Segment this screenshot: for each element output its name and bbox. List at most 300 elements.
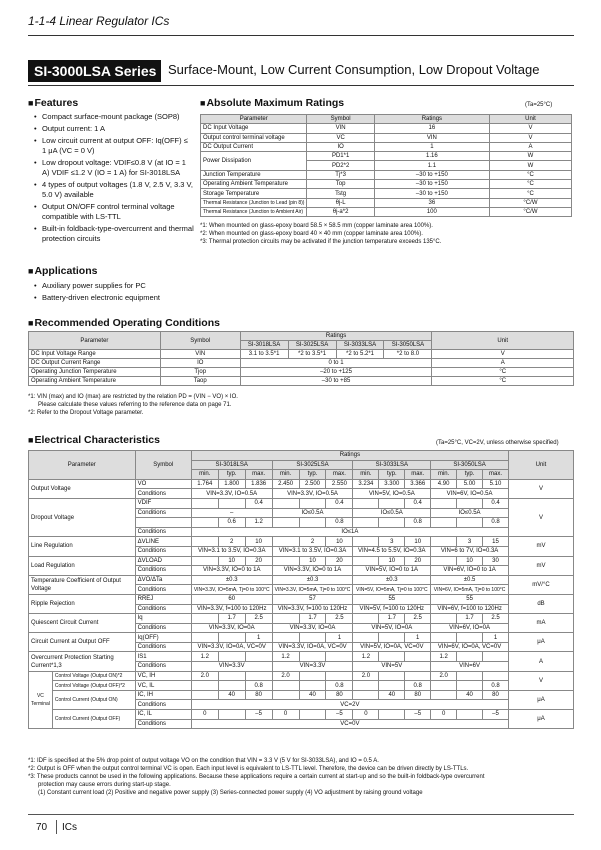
ec-value bbox=[405, 671, 431, 681]
ec-value bbox=[191, 633, 218, 643]
header-rule bbox=[28, 35, 574, 36]
ec-value bbox=[272, 556, 299, 566]
roc-table bbox=[28, 331, 574, 386]
ec-value bbox=[379, 518, 405, 528]
ec-value: 20 bbox=[245, 556, 272, 566]
ec-note: *2: Output is OFF when the output control terminal VC is open. Each input level is equivalent to LS-TTL level. Therefore, the device can be driven directly by LS-TTLs. bbox=[28, 766, 469, 772]
amr-cell: Output control terminal voltage bbox=[201, 133, 307, 142]
ec-sub-min: min. bbox=[272, 470, 299, 480]
ec-value: VIN=3.3V, IO=5mA, Tj=0 to 100°C bbox=[191, 585, 272, 595]
amr-row bbox=[201, 142, 572, 151]
ec-value bbox=[272, 681, 299, 691]
ec-heading: ■ Electrical Characteristics bbox=[28, 434, 160, 446]
ec-unit: mV/°C bbox=[508, 575, 573, 594]
feature-item: • Built-in foldback-type-overcurrent and thermal protection circuits bbox=[34, 224, 194, 244]
ec-param: Ripple Rejection bbox=[29, 594, 136, 613]
ec-value: VIN=6V, IO=0 to 1A bbox=[431, 566, 509, 576]
application-item: • Battery-driven electronic equipment bbox=[34, 293, 234, 303]
ec-row bbox=[29, 652, 574, 662]
ec-value: VIN=3.3V, IO=0 to 1A bbox=[191, 566, 272, 576]
ec-param: Quiescent Circuit Current bbox=[29, 614, 136, 633]
ec-device: SI-3025LSA bbox=[272, 460, 353, 470]
amr-cell: DC Output Current bbox=[201, 142, 307, 151]
ec-table bbox=[28, 450, 574, 729]
amr-cell: °C bbox=[489, 170, 571, 179]
ec-value: VIN=6V, IO=0.5A bbox=[431, 489, 509, 499]
ec-value bbox=[431, 681, 457, 691]
amr-cell: W bbox=[489, 161, 571, 170]
ec-value: IO≤0.5A bbox=[353, 508, 431, 518]
ec-value bbox=[299, 652, 326, 662]
roc-param: Operating Junction Temperature bbox=[29, 368, 161, 377]
feature-item: • Low dropout voltage: VDIF≤0.8 V (at IO = 1 A) VDIF ≤1.2 V (IO = 1 A) for SI-3018LSA bbox=[34, 158, 194, 178]
ec-param: Dropout Voltage bbox=[29, 498, 136, 536]
ec-unit: dB bbox=[508, 594, 573, 613]
roc-note: *1: VIN (max) and IO (max) are restricted by the relation PD = (VIN − VO) × IO. bbox=[28, 394, 238, 400]
ec-value bbox=[191, 518, 218, 528]
ec-value: 2.5 bbox=[326, 614, 353, 624]
ec-symbol: VO bbox=[135, 479, 191, 489]
ec-subparam: Control Current (Output ON) bbox=[52, 690, 135, 709]
amr-col-header: Ratings bbox=[374, 115, 489, 124]
ec-subparam: Control Voltage (Output OFF)*2 bbox=[52, 681, 135, 691]
ec-value bbox=[353, 633, 379, 643]
amr-cell: VIN bbox=[374, 133, 489, 142]
ec-value: 10 bbox=[299, 556, 326, 566]
ec-value: VIN=3.3V, IO=0 to 1A bbox=[272, 566, 353, 576]
amr-note: *2: When mounted on glass-epoxy board 40 × 40 mm (copper laminate area 100%). bbox=[200, 231, 423, 237]
roc-col-ratings: Ratings bbox=[240, 332, 432, 341]
amr-cell: –30 to +150 bbox=[374, 180, 489, 189]
amr-cell: Storage Temperature bbox=[201, 189, 307, 198]
amr-col-header: Symbol bbox=[307, 115, 374, 124]
ec-value: 5.00 bbox=[457, 479, 483, 489]
ec-sub-typ: typ. bbox=[379, 470, 405, 480]
ec-symbol: Conditions bbox=[135, 662, 191, 672]
amr-cell: θj-L bbox=[307, 198, 374, 207]
roc-symbol: IO bbox=[160, 359, 240, 368]
ec-col-parameter: Parameter bbox=[29, 451, 136, 480]
roc-value: *2 to 3.5*1 bbox=[288, 350, 336, 359]
ec-value: 20 bbox=[326, 556, 353, 566]
ec-value: IO≤1A bbox=[191, 527, 508, 537]
ec-value bbox=[379, 498, 405, 508]
ec-param: VC Terminal bbox=[29, 671, 53, 729]
ec-row bbox=[29, 537, 574, 547]
ec-param: Overcurrent Protection Starting Current*1,3 bbox=[29, 652, 136, 671]
ec-value: 0.4 bbox=[405, 498, 431, 508]
roc-device: SI-3050LSA bbox=[384, 341, 432, 350]
ec-value bbox=[245, 671, 272, 681]
amr-row bbox=[201, 152, 572, 161]
ec-row bbox=[29, 575, 574, 585]
amr-cell: DC Input Voltage bbox=[201, 124, 307, 133]
ec-value: 1.7 bbox=[299, 614, 326, 624]
roc-value: 3.1 to 3.5*1 bbox=[240, 350, 288, 359]
ec-value bbox=[191, 690, 218, 700]
ec-value: 10 bbox=[245, 537, 272, 547]
roc-unit: °C bbox=[432, 368, 574, 377]
ec-value: 1 bbox=[405, 633, 431, 643]
ec-sub-typ: typ. bbox=[299, 470, 326, 480]
ec-value bbox=[379, 710, 405, 720]
ec-unit: μA bbox=[508, 690, 573, 709]
amr-notes bbox=[200, 222, 572, 246]
ec-symbol: RREJ bbox=[135, 594, 191, 604]
amr-cell: 36 bbox=[374, 198, 489, 207]
ec-value bbox=[431, 633, 457, 643]
ec-value: VIN=3.3V, IO=0A, VC=0V bbox=[272, 642, 353, 652]
ec-value bbox=[431, 498, 457, 508]
ec-value: 1.7 bbox=[218, 614, 245, 624]
roc-notes bbox=[28, 393, 574, 417]
ec-value bbox=[431, 614, 457, 624]
amr-cell: °C bbox=[489, 189, 571, 198]
ec-value: VIN=5V, IO=5mA, Tj=0 to 100°C bbox=[353, 585, 431, 595]
ec-value: VIN=6V, IO=0A bbox=[431, 623, 509, 633]
amr-cell: Top bbox=[307, 180, 374, 189]
ec-value bbox=[272, 633, 299, 643]
ec-value bbox=[353, 518, 379, 528]
ec-value: VC=2V bbox=[191, 700, 508, 710]
ec-value: 10 bbox=[379, 556, 405, 566]
roc-heading: ■ Recommended Operating Conditions bbox=[28, 317, 220, 329]
ec-value bbox=[431, 537, 457, 547]
ec-value bbox=[326, 671, 353, 681]
ec-value bbox=[191, 556, 218, 566]
amr-row bbox=[201, 198, 572, 207]
applications-list bbox=[34, 281, 234, 305]
ec-row bbox=[29, 614, 574, 624]
ec-symbol: Conditions bbox=[135, 527, 191, 537]
amr-row bbox=[201, 124, 572, 133]
ec-value: 10 bbox=[326, 537, 353, 547]
ec-value: 80 bbox=[405, 690, 431, 700]
ec-value: VIN=6V, IO=0A, VC=0V bbox=[431, 642, 509, 652]
ec-value bbox=[272, 690, 299, 700]
ec-value: 3.366 bbox=[405, 479, 431, 489]
ec-value: 2 bbox=[299, 537, 326, 547]
ec-value: 1.836 bbox=[245, 479, 272, 489]
ec-value: 0.8 bbox=[326, 518, 353, 528]
ec-unit: V bbox=[508, 671, 573, 690]
ec-value: 1.7 bbox=[457, 614, 483, 624]
ec-value bbox=[431, 518, 457, 528]
ec-symbol: Conditions bbox=[135, 546, 191, 556]
ec-value: VIN=6V, IO=5mA, Tj=0 to 100°C bbox=[431, 585, 509, 595]
ec-sub-max: max. bbox=[483, 470, 509, 480]
ec-value: 40 bbox=[218, 690, 245, 700]
ec-value: 0 bbox=[272, 710, 299, 720]
ec-value: 2.500 bbox=[299, 479, 326, 489]
ec-value: –5 bbox=[405, 710, 431, 720]
amr-cell: °C/W bbox=[489, 207, 571, 216]
roc-param: DC Output Current Range bbox=[29, 359, 161, 368]
ec-param: Line Regulation bbox=[29, 537, 136, 556]
roc-device: SI-3033LSA bbox=[336, 341, 384, 350]
ec-symbol: Conditions bbox=[135, 719, 191, 729]
ec-value bbox=[191, 681, 218, 691]
ec-value bbox=[299, 633, 326, 643]
ec-device: SI-3050LSA bbox=[431, 460, 509, 470]
amr-cell: Operating Ambient Temperature bbox=[201, 180, 307, 189]
section-title: 1-1-4 Linear Regulator ICs bbox=[28, 14, 170, 28]
ec-value: 1.7 bbox=[379, 614, 405, 624]
ec-value bbox=[299, 710, 326, 720]
ec-row bbox=[29, 556, 574, 566]
ec-row bbox=[29, 479, 574, 489]
ec-value: 5.10 bbox=[483, 479, 509, 489]
ec-value: VIN=3.1 to 3.5V, IO=0.3A bbox=[191, 546, 272, 556]
ec-value: 3 bbox=[457, 537, 483, 547]
features-list bbox=[34, 112, 194, 246]
ec-symbol: Conditions bbox=[135, 623, 191, 633]
ec-subparam: Control Current (Output OFF) bbox=[52, 710, 135, 729]
ec-value: 1 bbox=[483, 633, 509, 643]
ec-symbol: VDIF bbox=[135, 498, 191, 508]
ec-value bbox=[353, 498, 379, 508]
amr-cell: IO bbox=[307, 142, 374, 151]
ec-note: protection may cause errors during start-up stage. bbox=[38, 782, 171, 788]
application-item: • Auxiliary power supplies for PC bbox=[34, 281, 234, 291]
roc-col-unit: Unit bbox=[432, 332, 574, 350]
amr-cell: °C/W bbox=[489, 198, 571, 207]
amr-cell: θj-a*2 bbox=[307, 207, 374, 216]
ec-value: VIN=3.3V, IO=0.5A bbox=[272, 489, 353, 499]
features-heading: ■ Features bbox=[28, 97, 78, 109]
ec-value: VIN=3.3V, f=100 to 120Hz bbox=[272, 604, 353, 614]
ec-value bbox=[218, 671, 245, 681]
footer-label: ICs bbox=[62, 822, 77, 833]
ec-value bbox=[191, 614, 218, 624]
roc-header-row bbox=[29, 332, 574, 341]
ec-value bbox=[483, 652, 509, 662]
ec-unit: A bbox=[508, 652, 573, 671]
ec-value bbox=[379, 681, 405, 691]
ec-row bbox=[29, 671, 574, 681]
amr-cell: 1.1 bbox=[374, 161, 489, 170]
ec-symbol: Conditions bbox=[135, 642, 191, 652]
roc-unit: °C bbox=[432, 377, 574, 386]
amr-cell: V bbox=[489, 133, 571, 142]
ec-value: 0.8 bbox=[405, 681, 431, 691]
amr-cell: °C bbox=[489, 180, 571, 189]
amr-col-header: Parameter bbox=[201, 115, 307, 124]
feature-item: • Output current: 1 A bbox=[34, 124, 194, 134]
ec-value bbox=[457, 498, 483, 508]
ec-value bbox=[457, 671, 483, 681]
ec-sub-max: max. bbox=[326, 470, 353, 480]
roc-col-parameter: Parameter bbox=[29, 332, 161, 350]
amr-row bbox=[201, 189, 572, 198]
amr-note: *3: Thermal protection circuits may be activated if the junction temperature exceeds 135°C. bbox=[200, 239, 442, 245]
ec-value: 40 bbox=[379, 690, 405, 700]
ec-symbol: VC, IL bbox=[135, 681, 191, 691]
amr-cell: PD2*2 bbox=[307, 161, 374, 170]
amr-cell: Tstg bbox=[307, 189, 374, 198]
ec-unit: μA bbox=[508, 710, 573, 729]
ec-row bbox=[29, 690, 574, 700]
amr-table bbox=[200, 114, 572, 217]
roc-param: Operating Ambient Temperature bbox=[29, 377, 161, 386]
ec-value bbox=[191, 537, 218, 547]
amr-condition: (Ta=25°C) bbox=[525, 102, 553, 108]
amr-row bbox=[201, 133, 572, 142]
ec-value: 2.0 bbox=[191, 671, 218, 681]
ec-value: 2.0 bbox=[353, 671, 379, 681]
ec-value: 1.800 bbox=[218, 479, 245, 489]
ec-symbol: ΔVLOAD bbox=[135, 556, 191, 566]
roc-note: *2: Refer to the Dropout Voltage parameter. bbox=[28, 410, 144, 416]
ec-symbol: Conditions bbox=[135, 700, 191, 710]
amr-cell: A bbox=[489, 142, 571, 151]
ec-value: 1 bbox=[245, 633, 272, 643]
ec-sub-min: min. bbox=[191, 470, 218, 480]
ec-param: Load Regulation bbox=[29, 556, 136, 575]
ec-sub-typ: typ. bbox=[457, 470, 483, 480]
ec-unit: V bbox=[508, 479, 573, 498]
ec-value: 0 bbox=[431, 710, 457, 720]
amr-cell: –30 to +150 bbox=[374, 170, 489, 179]
roc-row bbox=[29, 350, 574, 359]
ec-value: 10 bbox=[457, 556, 483, 566]
amr-row bbox=[201, 207, 572, 216]
ec-value: 1.2 bbox=[431, 652, 457, 662]
ec-value: VIN=6V bbox=[431, 662, 509, 672]
ec-value: –5 bbox=[245, 710, 272, 720]
roc-symbol: VIN bbox=[160, 350, 240, 359]
ec-value: 0.8 bbox=[483, 518, 509, 528]
roc-value: –30 to +85 bbox=[240, 377, 432, 386]
ec-value bbox=[299, 498, 326, 508]
ec-value: 1.2 bbox=[272, 652, 299, 662]
ec-value: VC=0V bbox=[191, 719, 508, 729]
ec-symbol: IC, IH bbox=[135, 690, 191, 700]
ec-symbol: Conditions bbox=[135, 604, 191, 614]
ec-value: 10 bbox=[218, 556, 245, 566]
ec-value: VIN=3.3V bbox=[191, 662, 272, 672]
ec-value bbox=[218, 652, 245, 662]
ec-symbol bbox=[135, 518, 191, 528]
amr-cell: V bbox=[489, 124, 571, 133]
feature-item: • 4 types of output voltages (1.8 V, 2.5 V, 3.3 V, 5.0 V) available bbox=[34, 180, 194, 200]
ec-param: Circuit Current at Output OFF bbox=[29, 633, 136, 652]
ec-value: VIN=5V, IO=0.5A bbox=[353, 489, 431, 499]
roc-row bbox=[29, 359, 574, 368]
ec-value: 2.0 bbox=[272, 671, 299, 681]
ec-value: 15 bbox=[483, 537, 509, 547]
ec-value: VIN=3.3V bbox=[272, 662, 353, 672]
amr-note: *1: When mounted on glass-epoxy board 58.5 × 58.5 mm (copper laminate area 100%). bbox=[200, 223, 433, 229]
ec-value bbox=[245, 652, 272, 662]
ec-value: 55 bbox=[431, 594, 509, 604]
ec-value bbox=[353, 556, 379, 566]
amr-cell: Junction Temperature bbox=[201, 170, 307, 179]
roc-device: SI-3025LSA bbox=[288, 341, 336, 350]
ec-param: Temperature Coefficient of Output Voltage bbox=[29, 575, 136, 594]
ec-symbol: IS1 bbox=[135, 652, 191, 662]
ec-value bbox=[326, 652, 353, 662]
ec-value: 2.5 bbox=[483, 614, 509, 624]
ec-symbol: Conditions bbox=[135, 508, 191, 518]
ec-value: ±0.5 bbox=[431, 575, 509, 585]
ec-value: 1.2 bbox=[191, 652, 218, 662]
ec-value bbox=[353, 690, 379, 700]
amr-cell: W bbox=[489, 152, 571, 161]
roc-symbol: Tjop bbox=[160, 368, 240, 377]
ec-row bbox=[29, 594, 574, 604]
header-rule-bottom bbox=[28, 85, 574, 86]
ec-value: 2.0 bbox=[431, 671, 457, 681]
roc-value: –20 to +125 bbox=[240, 368, 432, 377]
ec-sub-typ: typ. bbox=[218, 470, 245, 480]
amr-row bbox=[201, 170, 572, 179]
ec-value: 80 bbox=[245, 690, 272, 700]
ec-value: 0.8 bbox=[326, 681, 353, 691]
ec-notes bbox=[28, 757, 574, 797]
ec-value: VIN=5V, IO=0A, VC=0V bbox=[353, 642, 431, 652]
roc-device: SI-3018LSA bbox=[240, 341, 288, 350]
ec-symbol: VC, IH bbox=[135, 671, 191, 681]
ec-unit: μA bbox=[508, 633, 573, 652]
ec-value bbox=[272, 518, 299, 528]
ec-value: VIN=3.3V, IO=0A, VC=0V bbox=[191, 642, 272, 652]
ec-value bbox=[218, 498, 245, 508]
ec-value: 0 bbox=[191, 710, 218, 720]
ec-value: 1.764 bbox=[191, 479, 218, 489]
roc-unit: V bbox=[432, 350, 574, 359]
amr-header-row bbox=[201, 115, 572, 124]
ec-value: 0.8 bbox=[245, 681, 272, 691]
ec-value: ±0.3 bbox=[353, 575, 431, 585]
roc-param: DC Input Voltage Range bbox=[29, 350, 161, 359]
ec-value bbox=[272, 537, 299, 547]
ec-value: –5 bbox=[483, 710, 509, 720]
ec-value bbox=[272, 498, 299, 508]
ec-value: ±0.3 bbox=[272, 575, 353, 585]
ec-value: 0.4 bbox=[245, 498, 272, 508]
ec-value: VIN=3.3V, IO=0.5A bbox=[191, 489, 272, 499]
roc-row bbox=[29, 368, 574, 377]
ec-col-symbol: Symbol bbox=[135, 451, 191, 480]
roc-value: *2 to 8.0 bbox=[384, 350, 432, 359]
ec-value bbox=[299, 518, 326, 528]
ec-value bbox=[191, 498, 218, 508]
amr-cell: –30 to +150 bbox=[374, 189, 489, 198]
amr-cell: Tj*3 bbox=[307, 170, 374, 179]
ec-value: VIN=3.3V, IO=5mA, Tj=0 to 100°C bbox=[272, 585, 353, 595]
ec-value bbox=[405, 652, 431, 662]
ec-value: 60 bbox=[191, 594, 272, 604]
ec-param: Output Voltage bbox=[29, 479, 136, 498]
ec-value: VIN=5V, IO=0 to 1A bbox=[353, 566, 431, 576]
feature-item: • Output ON/OFF control terminal voltage compatible with LS-TTL bbox=[34, 202, 194, 222]
ec-value: 0.8 bbox=[483, 681, 509, 691]
ec-value: 55 bbox=[353, 594, 431, 604]
ec-value: 1 bbox=[326, 633, 353, 643]
roc-unit: A bbox=[432, 359, 574, 368]
ec-value: VIN=5V, IO=0A bbox=[353, 623, 431, 633]
ec-unit: mV bbox=[508, 556, 573, 575]
ec-value: 4.90 bbox=[431, 479, 457, 489]
ec-value: 2.450 bbox=[272, 479, 299, 489]
ec-value: 57 bbox=[272, 594, 353, 604]
ec-value: 2 bbox=[218, 537, 245, 547]
ec-symbol: Iq bbox=[135, 614, 191, 624]
ec-value: 0.4 bbox=[326, 498, 353, 508]
ec-value: 1.2 bbox=[245, 518, 272, 528]
series-description: Surface-Mount, Low Current Consumption, Low Dropout Voltage bbox=[168, 62, 540, 77]
